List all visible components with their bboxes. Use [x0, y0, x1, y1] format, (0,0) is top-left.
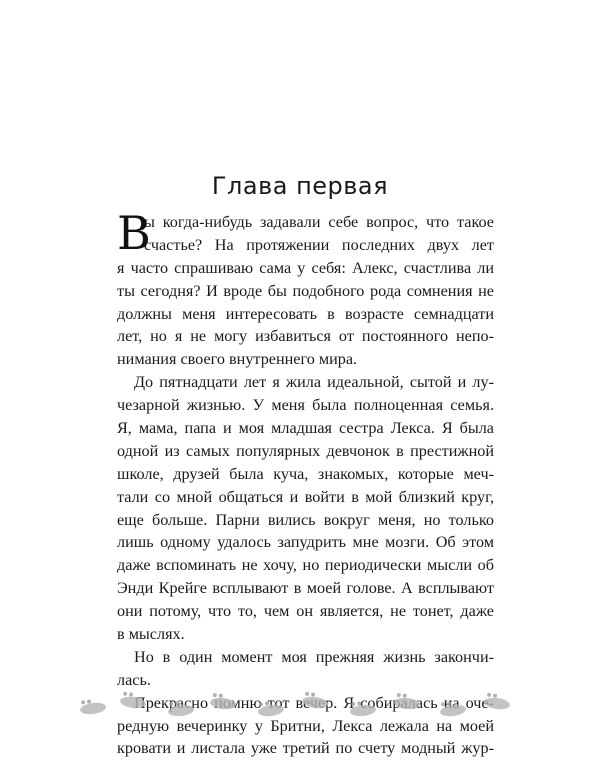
text-line: они потому, что то, чем он является, не тонет, даже [117, 602, 494, 621]
footprint-icon [393, 697, 420, 711]
text-line: помню тот Я на оче- [214, 693, 494, 712]
text-line: даже вспоминать не хочу, но периодически мысли об [117, 556, 494, 575]
text-line: школе, друзей была куча, знакомых, которые меч- [117, 464, 494, 483]
footprint-icon [119, 695, 146, 710]
footprint-icon [483, 696, 510, 711]
text-line: Энди Крейге всплывают в моей голове. А всплывают [117, 579, 494, 598]
text-line: ы когда-нибудь задавали себе вопрос, что такое [144, 213, 494, 231]
footprint-icon [257, 703, 284, 718]
text-line: лась. [117, 670, 151, 689]
text-line: До пятнадцати лет я жила идеальной, сытой и лу- [134, 373, 494, 392]
paragraph-2 [117, 371, 494, 646]
footprints-icon [80, 693, 520, 723]
text-line: чезарной жизнью. У меня была полноценная семья. [117, 396, 494, 415]
text-line: ты сегодня? И вроде бы подобного рода сомнения не [117, 281, 494, 300]
footprint-icon [439, 703, 466, 718]
text-line: тали со мной общаться и войти в мой близкий круг, [117, 487, 494, 506]
paragraph-1 [117, 206, 494, 371]
drop-cap: В [117, 206, 151, 260]
text-line: должны меня интересовать в возрасте семнадцати [117, 304, 494, 323]
text-line: редную вечеринку у Бритни, Лекса лежала на моей [117, 716, 494, 735]
text-line: Но в один момент моя прежняя жизнь закончи- [134, 647, 494, 666]
footprint-icon [79, 701, 106, 716]
footprint-icon [301, 695, 328, 710]
text-line: нимания своего внутреннего мира. [117, 350, 358, 369]
footprint-icon [167, 704, 194, 718]
chapter-title: Глава первая [211, 172, 389, 200]
text-line: еще больше. Парни вились вокруг меня, но только [117, 510, 494, 529]
paragraph-3 [117, 646, 494, 692]
footprint-icon [209, 697, 236, 711]
text-line: кровати и листала уже третий по счету модный жур- [117, 739, 494, 758]
text-line: лет, но я не могу избавиться от постоянного непо- [117, 327, 494, 346]
text-line: Я, мама, папа и моя младшая сестра Лекса. Я была [117, 419, 494, 438]
text-line: одной из самых популярных девчонок в престижной [117, 441, 494, 460]
chapter-body [117, 206, 494, 760]
text-line: я часто спрашиваю сама у себя: Алекс, счастлива ли [117, 258, 494, 277]
text-line: лишь одному удалось запудрить мне мозги. Об этом [117, 533, 494, 552]
footprint-icon [349, 704, 376, 718]
text-line: в мыслях. [117, 625, 185, 644]
text-line: счастье? На протяжении последних двух лет [144, 235, 494, 254]
